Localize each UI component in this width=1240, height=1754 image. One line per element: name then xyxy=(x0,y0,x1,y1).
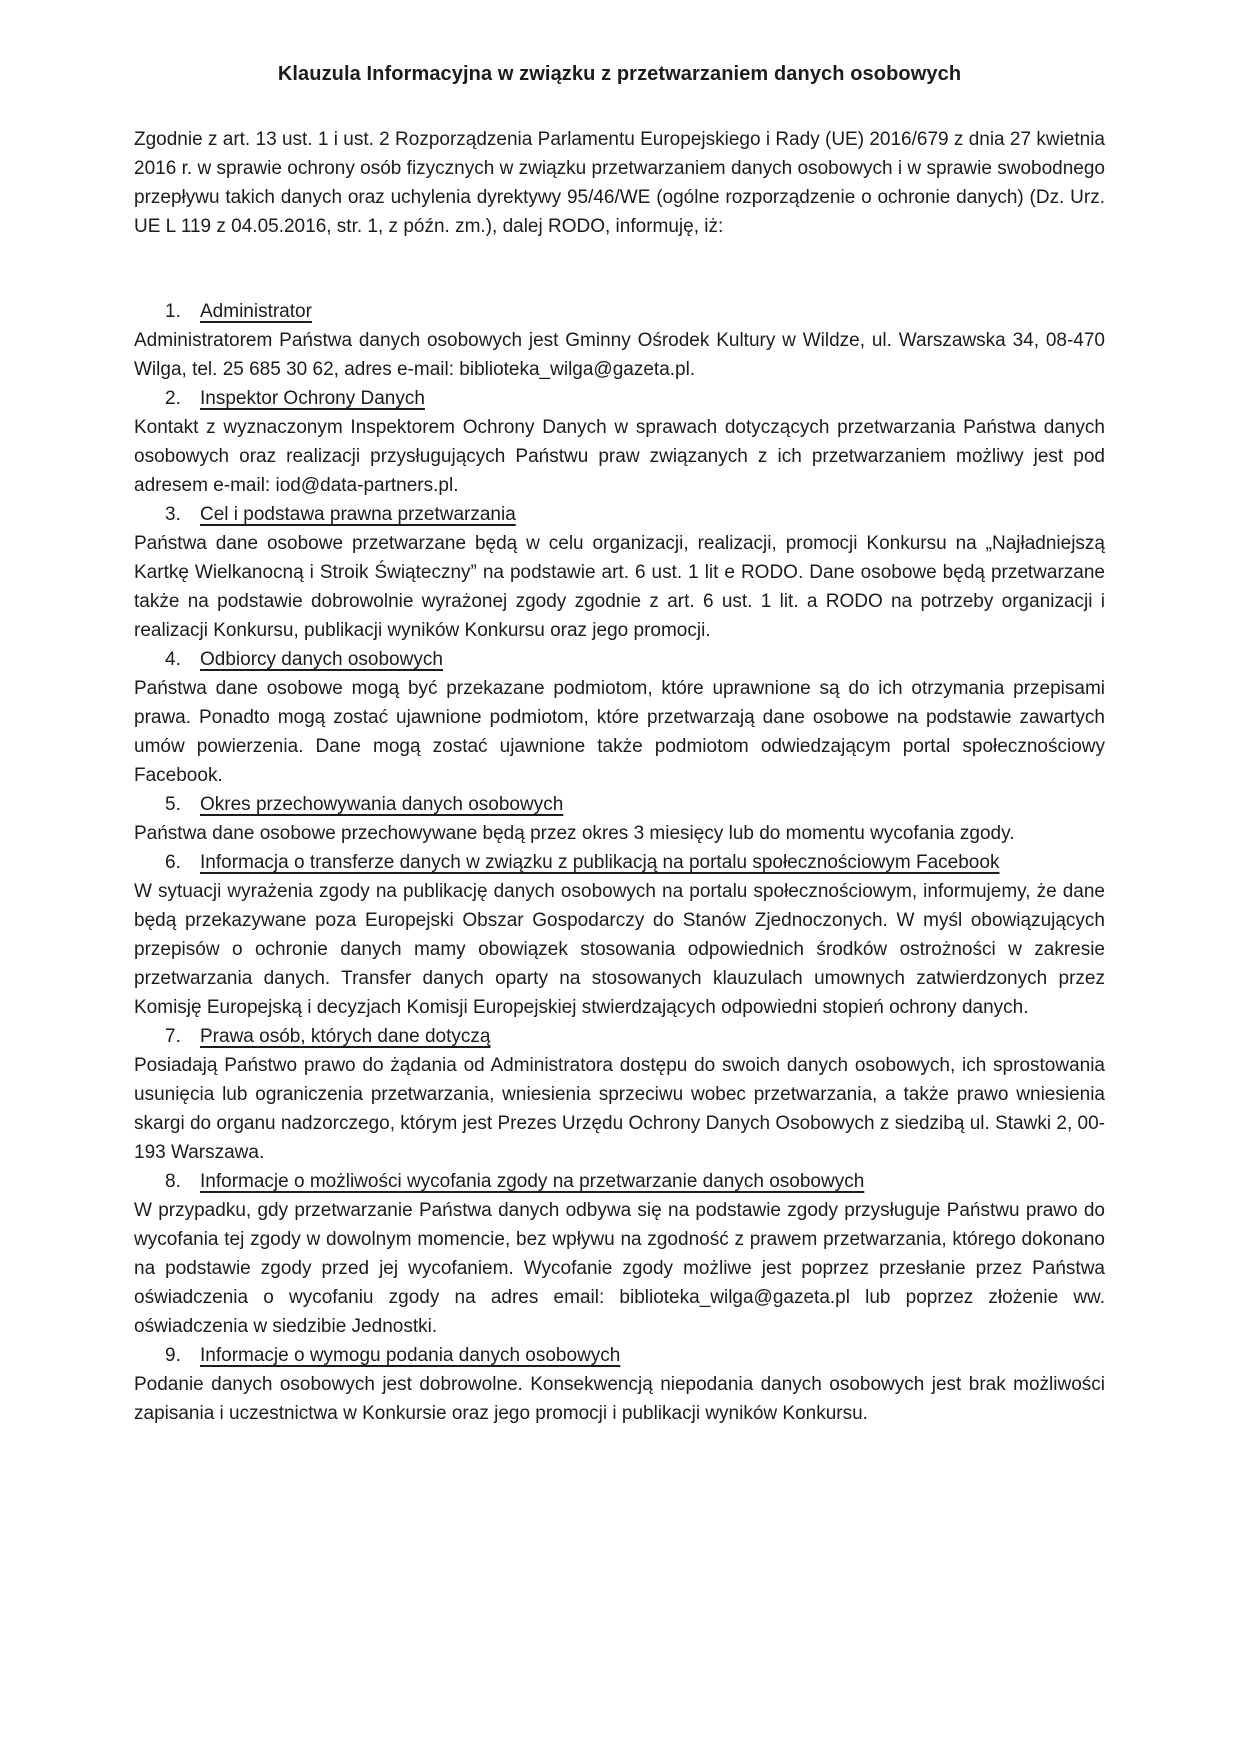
section-heading: Odbiorcy danych osobowych xyxy=(200,649,443,670)
section-body: Podanie danych osobowych jest dobrowolne. Konsekwencją niepodania danych osobowych jest brak możliwości zapisania i uczestnictwa w Konkursie oraz jego promocji i publikacji wyników Konkursu. xyxy=(134,1374,1105,1424)
section-heading-row xyxy=(134,384,1105,413)
section-body: Państwa dane osobowe przetwarzane będą w celu organizacji, realizacji, promocji Konkursu na „Najładniejszą Kartkę Wielkanocną i Stroik Świąteczny” na podstawie art. 6 ust. 1 lit e RODO. Dane osobowe będą przetwarzane także na podstawie dobrowolnie wyrażonej zgody zgodnie z art. 6 ust. 1 lit. a RODO na potrzeby organizacji i realizacji Konkursu, publikacji wyników Konkursu oraz jego promocji. xyxy=(134,533,1105,641)
section-okres-przechowywania xyxy=(134,790,1105,848)
section-number: 5. xyxy=(165,794,181,815)
section-transfer-danych-facebook xyxy=(134,848,1105,1022)
section-heading: Informacja o transferze danych w związku z publikacją na portalu społecznościowym Facebook xyxy=(200,852,1000,873)
section-number: 4. xyxy=(165,649,181,670)
section-odbiorcy-danych xyxy=(134,645,1105,790)
section-prawa-osob xyxy=(134,1022,1105,1167)
section-heading-row xyxy=(134,645,1105,674)
section-heading-row xyxy=(134,848,1105,877)
section-heading: Inspektor Ochrony Danych xyxy=(200,388,425,409)
section-heading-row xyxy=(134,790,1105,819)
section-number: 1. xyxy=(165,301,181,322)
section-body: W sytuacji wyrażenia zgody na publikację danych osobowych na portalu społecznościowym, informujemy, że dane będą przekazywane poza Europejski Obszar Gospodarczy do Stanów Zjednoczonych. W myśl obowiązujących przepisów o ochronie danych mamy obowiązek stosowania odpowiednich środków ostrożności w zakresie przetwarzania danych. Transfer danych oparty na stosowanych klauzulach umownych zatwierdzonych przez Komisję Europejską i decyzjach Komisji Europejskiej stwierdzających odpowiedni stopień ochrony danych. xyxy=(134,881,1105,1018)
section-wymog-podania-danych xyxy=(134,1341,1105,1428)
section-heading: Informacje o możliwości wycofania zgody na przetwarzanie danych osobowych xyxy=(200,1171,865,1192)
section-number: 9. xyxy=(165,1345,181,1366)
section-heading-row xyxy=(134,1167,1105,1196)
section-heading-row xyxy=(134,1022,1105,1051)
section-number: 8. xyxy=(165,1171,181,1192)
section-body: W przypadku, gdy przetwarzanie Państwa danych odbywa się na podstawie zgody przysługuje Państwu prawo do wycofania tej zgody w dowolnym momencie, bez wpływu na zgodność z prawem przetwarzania, którego dokonano na podstawie zgody przed jej wycofaniem. Wycofanie zgody możliwe jest poprzez przesłanie przez Państwa oświadczenia o wycofaniu zgody na adres email: biblioteka_wilga@gazeta.pl lub poprzez złożenie ww. oświadczenia w siedzibie Jednostki. xyxy=(134,1200,1105,1337)
document-title: Klauzula Informacyjna w związku z przetwarzaniem danych osobowych xyxy=(277,63,962,85)
section-heading-row xyxy=(134,500,1105,529)
section-number: 2. xyxy=(165,388,181,409)
section-heading-row xyxy=(134,297,1105,326)
section-body: Posiadają Państwo prawo do żądania od Administratora dostępu do swoich danych osobowych, ich sprostowania usunięcia lub ograniczenia przetwarzania, wniesienia sprzeciwu wobec przetwarzania, a także prawo wniesienia skargi do organu nadzorczego, którym jest Prezes Urzędu Ochrony Danych Osobowych z siedzibą ul. Stawki 2, 00-193 Warszawa. xyxy=(134,1055,1105,1163)
section-administrator xyxy=(134,297,1105,384)
section-wycofanie-zgody xyxy=(134,1167,1105,1341)
section-heading: Informacje o wymogu podania danych osobowych xyxy=(200,1345,621,1366)
section-inspektor-ochrony-danych xyxy=(134,384,1105,500)
section-number: 6. xyxy=(165,852,181,873)
section-heading: Cel i podstawa prawna przetwarzania xyxy=(200,504,516,525)
section-body: Administratorem Państwa danych osobowych jest Gminny Ośrodek Kultury w Wildze, ul. Warszawska 34, 08-470 Wilga, tel. 25 685 30 62, adres e-mail: biblioteka_wilga@gazeta.pl. xyxy=(134,330,1105,380)
section-heading: Administrator xyxy=(200,301,312,322)
intro-paragraph: Zgodnie z art. 13 ust. 1 i ust. 2 Rozporządzenia Parlamentu Europejskiego i Rady (UE) 2016/679 z dnia 27 kwietnia 2016 r. w sprawie ochrony osób fizycznych w związku przetwarzaniem danych osobowych i w sprawie swobodnego przepływu takich danych oraz uchylenia dyrektywy 95/46/WE (ogólne rozporządzenie o ochronie danych) (Dz. Urz. UE L 119 z 04.05.2016, str. 1, z późn. zm.), dalej RODO, informuję, iż: xyxy=(134,129,1105,237)
section-number: 3. xyxy=(165,504,181,525)
section-heading-row xyxy=(134,1341,1105,1370)
section-heading: Okres przechowywania danych osobowych xyxy=(200,794,564,815)
section-heading: Prawa osób, których dane dotyczą xyxy=(200,1026,491,1047)
section-body: Kontakt z wyznaczonym Inspektorem Ochrony Danych w sprawach dotyczących przetwarzania Państwa danych osobowych oraz realizacji przysługujących Państwu praw związanych z ich przetwarzaniem możliwy jest pod adresem e-mail: iod@data-partners.pl. xyxy=(134,417,1105,496)
section-cel-i-podstawa-prawna xyxy=(134,500,1105,645)
section-number: 7. xyxy=(165,1026,181,1047)
section-body: Państwa dane osobowe mogą być przekazane podmiotom, które uprawnione są do ich otrzymania przepisami prawa. Ponadto mogą zostać ujawnione podmiotom, które przetwarzają dane osobowe na podstawie zawartych umów powierzenia. Dane mogą zostać ujawnione także podmiotom odwiedzającym portal społecznościowy Facebook. xyxy=(134,678,1105,786)
section-body: Państwa dane osobowe przechowywane będą przez okres 3 miesięcy lub do momentu wycofania zgody. xyxy=(134,823,1015,844)
